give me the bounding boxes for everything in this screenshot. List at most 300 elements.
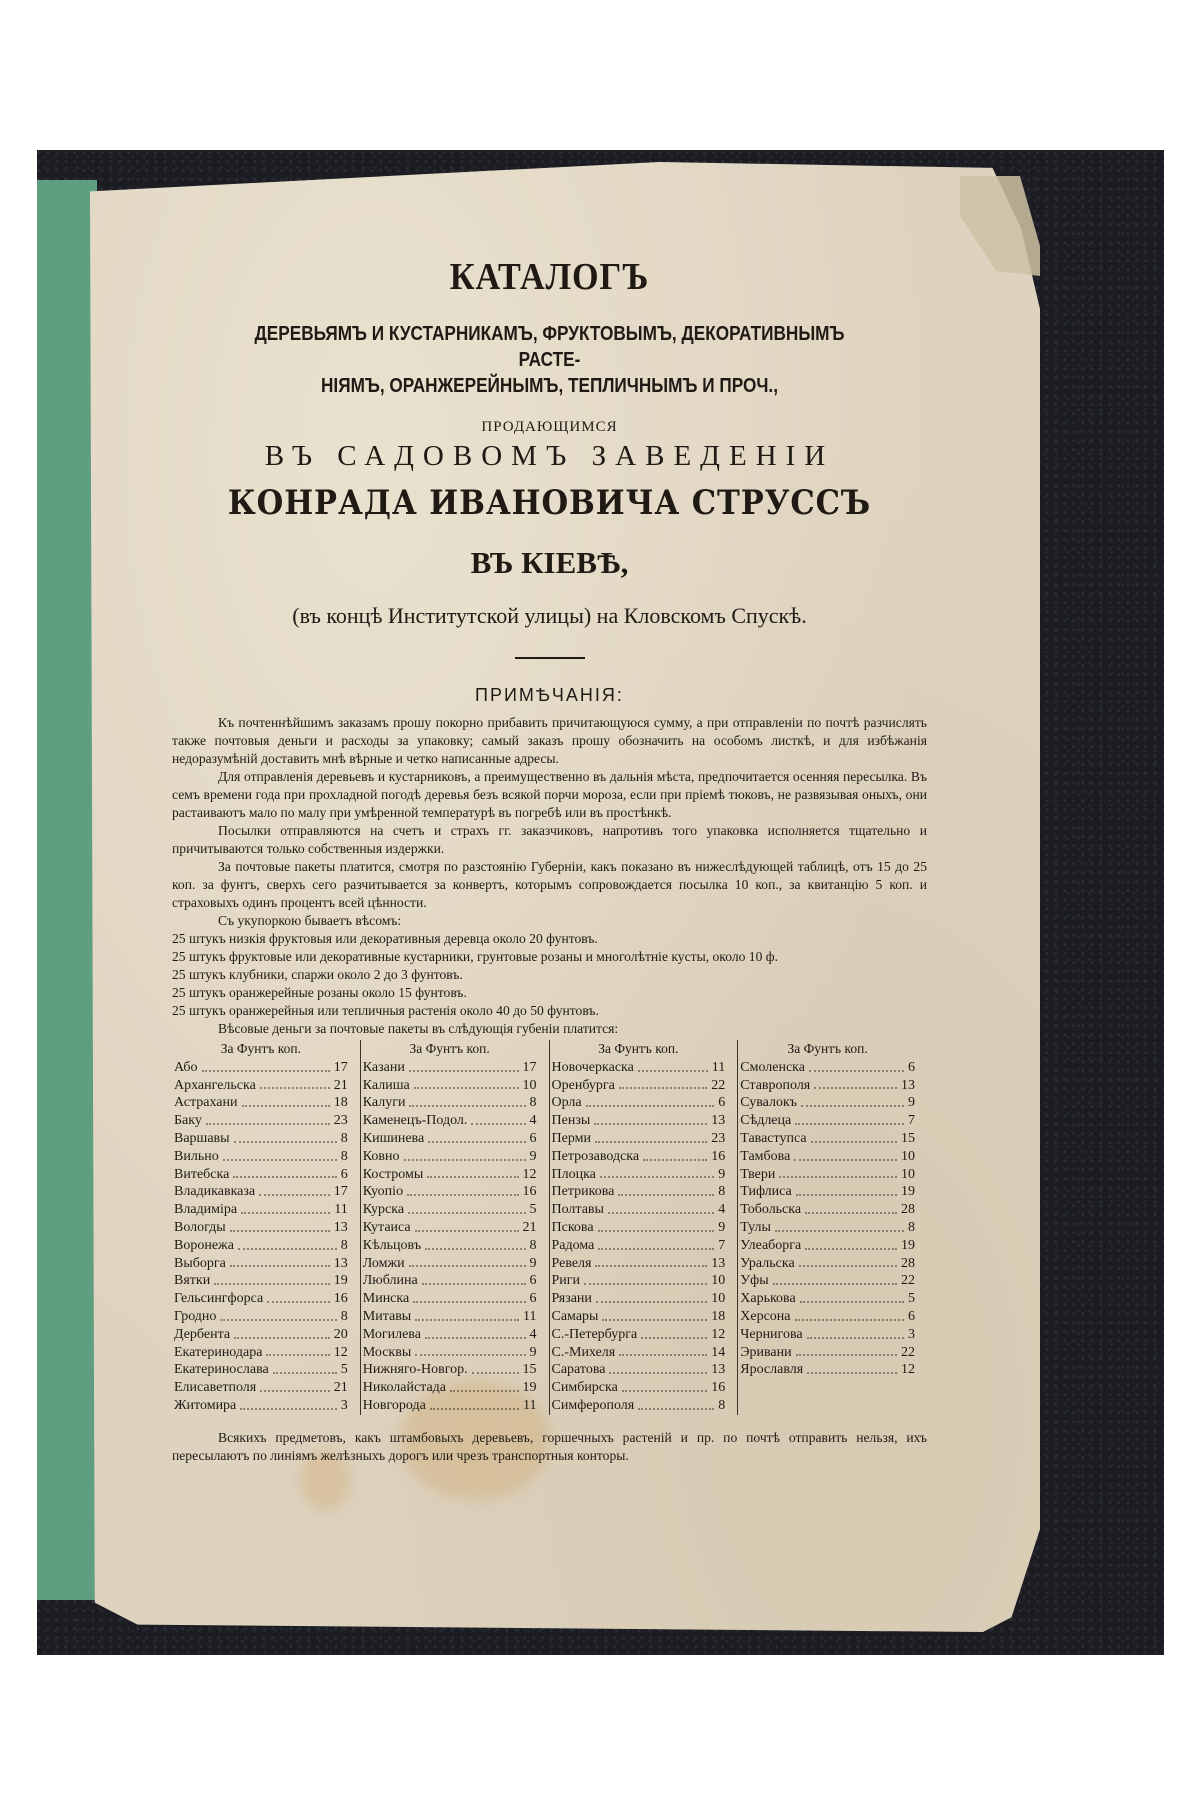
price-kopecks: 13 — [333, 1219, 348, 1235]
leader-dots — [428, 1130, 525, 1143]
leader-dots — [430, 1397, 519, 1410]
leader-dots — [796, 1183, 897, 1196]
table-row — [552, 1094, 726, 1112]
leader-dots — [779, 1166, 897, 1179]
table-row — [552, 1166, 726, 1184]
price-kopecks: 13 — [711, 1255, 726, 1271]
leader-dots — [471, 1112, 525, 1125]
leader-dots — [240, 1397, 336, 1410]
price-kopecks: 5 — [529, 1202, 537, 1218]
leader-dots — [472, 1361, 519, 1374]
postage-table — [172, 1040, 927, 1415]
province-name: Минска — [362, 1291, 410, 1307]
leader-dots — [799, 1255, 897, 1268]
table-row — [174, 1290, 348, 1308]
table-row — [552, 1290, 726, 1308]
table-row — [552, 1237, 726, 1255]
price-kopecks: 19 — [901, 1184, 915, 1200]
leader-dots — [214, 1272, 330, 1285]
province-name: Вятки — [174, 1273, 211, 1289]
price-kopecks: 9 — [529, 1344, 537, 1360]
price-kopecks: 10 — [901, 1166, 915, 1182]
price-kopecks: 8 — [340, 1308, 348, 1324]
table-row — [174, 1272, 348, 1290]
price-kopecks: 7 — [718, 1237, 726, 1253]
price-kopecks: 10 — [711, 1291, 726, 1307]
price-kopecks: 5 — [340, 1362, 348, 1378]
price-kopecks: 18 — [333, 1095, 348, 1111]
leader-dots — [814, 1077, 897, 1090]
column-header: За Фунтъ коп. — [409, 1041, 490, 1056]
leader-dots — [409, 1255, 526, 1268]
leader-dots — [413, 1290, 525, 1303]
province-name: Радома — [551, 1237, 595, 1253]
leader-dots — [608, 1201, 714, 1214]
page-content — [172, 255, 927, 1465]
weight-item: 25 штукъ фруктовые или декоративные кустарники, грунтовые розаны и многолѣтніе кусты, около 10 ф. — [172, 949, 779, 964]
price-kopecks: 6 — [908, 1308, 915, 1324]
price-kopecks: 12 — [901, 1362, 915, 1378]
province-name: Полтавы — [551, 1202, 604, 1218]
table-row — [740, 1183, 915, 1201]
table-row — [740, 1361, 915, 1379]
table-row — [363, 1361, 537, 1379]
province-name: Владиміра — [174, 1202, 238, 1218]
notes-heading: ПРИМѢЧАНІЯ: — [475, 685, 624, 705]
table-row — [174, 1094, 348, 1112]
province-name: Саратова — [551, 1362, 606, 1378]
price-kopecks: 8 — [340, 1237, 348, 1253]
table-row — [740, 1130, 915, 1148]
province-name: Петрикова — [551, 1184, 615, 1200]
table-row — [552, 1201, 726, 1219]
leader-dots — [415, 1219, 519, 1232]
weight-item: 25 штукъ низкія фруктовыя или декоративныя деревца около 20 фунтовъ. — [172, 931, 598, 946]
notes-body — [172, 714, 927, 930]
leader-dots — [422, 1272, 526, 1285]
province-name: Ставрополя — [740, 1077, 811, 1093]
table-row — [174, 1237, 348, 1255]
province-name: Петрозаводска — [551, 1148, 640, 1164]
table-row — [174, 1130, 348, 1148]
price-kopecks: 9 — [529, 1255, 537, 1271]
province-name: Ковно — [362, 1148, 400, 1164]
table-row — [174, 1326, 348, 1344]
table-row — [552, 1077, 726, 1095]
leader-dots — [409, 1059, 519, 1072]
paragraph: Посылки отправляются на счетъ и страхъ гг. заказчиковъ, напротивъ того упаковка исполняется тщательно и причитываются только собственныя издержки. — [172, 823, 927, 856]
province-name: Ярославля — [740, 1362, 804, 1378]
price-kopecks: 22 — [901, 1344, 915, 1360]
price-kopecks: 13 — [711, 1362, 726, 1378]
price-kopecks: 10 — [522, 1077, 537, 1093]
table-row — [740, 1308, 915, 1326]
price-kopecks: 13 — [901, 1077, 915, 1093]
price-kopecks: 15 — [901, 1130, 915, 1146]
price-kopecks: 8 — [908, 1219, 915, 1235]
province-name: Або — [174, 1059, 198, 1075]
table-row — [174, 1201, 348, 1219]
leader-dots — [273, 1361, 337, 1374]
price-kopecks: 14 — [711, 1344, 726, 1360]
province-name: Калиша — [362, 1077, 410, 1093]
table-row — [363, 1201, 537, 1219]
province-name: Вильно — [174, 1148, 219, 1164]
weight-item: 25 штукъ оранжерейныя или тепличныя растенія около 40 до 50 фунтовъ. — [172, 1003, 599, 1018]
weight-list — [172, 930, 927, 1020]
table-row — [740, 1272, 915, 1290]
province-name: Варшавы — [174, 1130, 230, 1146]
garden-establishment: ВЪ САДОВОМЪ ЗАВЕДЕНІИ — [264, 440, 835, 472]
province-name: Москвы — [362, 1344, 412, 1360]
province-name: Новочеркаска — [551, 1059, 634, 1075]
province-name: Пскова — [551, 1219, 594, 1235]
price-kopecks: 11 — [334, 1202, 348, 1218]
leader-dots — [801, 1094, 904, 1107]
leader-dots — [407, 1183, 518, 1196]
table-row — [740, 1237, 915, 1255]
table-column — [172, 1040, 361, 1415]
price-kopecks: 16 — [522, 1184, 537, 1200]
table-row — [740, 1077, 915, 1095]
leader-dots — [242, 1094, 330, 1107]
leader-dots — [638, 1059, 708, 1072]
price-kopecks: 28 — [901, 1202, 915, 1218]
price-kopecks: 6 — [529, 1130, 537, 1146]
table-row — [363, 1148, 537, 1166]
province-name: Кутаиса — [362, 1219, 411, 1235]
subtitle-line: ДЕРЕВЬЯМЪ И КУСТАРНИКАМЪ, ФРУКТОВЫМЪ, ДЕКОРАТИВНЫМЪ РАСТЕ- — [254, 323, 845, 371]
province-name: Гельсингфорса — [174, 1291, 264, 1307]
table-row — [740, 1094, 915, 1112]
table-column — [738, 1040, 927, 1415]
price-kopecks: 8 — [529, 1237, 537, 1253]
leader-dots — [805, 1237, 897, 1250]
leader-dots — [266, 1344, 329, 1357]
price-kopecks: 23 — [711, 1130, 726, 1146]
price-kopecks: 16 — [711, 1148, 726, 1164]
price-kopecks: 18 — [711, 1308, 726, 1324]
leader-dots — [202, 1059, 330, 1072]
table-row — [740, 1059, 915, 1077]
province-name: Рязани — [551, 1291, 592, 1307]
leader-dots — [415, 1308, 519, 1321]
price-kopecks: 9 — [529, 1148, 537, 1164]
leader-dots — [811, 1130, 897, 1143]
province-name: Сувалокъ — [740, 1095, 798, 1111]
leader-dots — [206, 1112, 330, 1125]
province-name: Перми — [551, 1130, 591, 1146]
leader-dots — [594, 1112, 707, 1125]
paragraph: Къ почтеннѣйшимъ заказамъ прошу покорно прибавить причитающуюся сумму, а при отправленіи по почтѣ разчислять также почтовыя деньги и расходы за упаковку; самый заказъ прошу обозначить на особомъ листкѣ, и для избѣжанія недоразумѣній доставить мнѣ вѣрные и четко написанные адресы. — [172, 715, 927, 766]
price-kopecks: 7 — [908, 1113, 915, 1129]
table-row — [740, 1201, 915, 1219]
province-name: Оренбурга — [551, 1077, 615, 1093]
footer-text: Всякихъ предметовъ, какъ штамбовыхъ деревьевъ, горшечныхъ растеній и пр. по почтѣ отправить нельзя, ихъ пересылаютъ по линіямъ желѣзныхъ дорогъ или чрезъ транспортныя конторы. — [172, 1429, 927, 1463]
price-kopecks: 6 — [529, 1273, 537, 1289]
province-name: Екатеринодара — [174, 1344, 263, 1360]
leader-dots — [596, 1290, 707, 1303]
leader-dots — [450, 1379, 518, 1392]
table-row — [740, 1112, 915, 1130]
leader-dots — [425, 1237, 525, 1250]
province-name: Харькова — [740, 1291, 796, 1307]
table-row — [552, 1148, 726, 1166]
leader-dots — [602, 1308, 707, 1321]
price-kopecks: 6 — [340, 1166, 348, 1182]
table-row — [740, 1219, 915, 1237]
price-kopecks: 21 — [522, 1219, 537, 1235]
price-kopecks: 4 — [718, 1202, 726, 1218]
weight-item: 25 штукъ оранжерейные розаны около 15 фунтовъ. — [172, 985, 467, 1000]
price-kopecks: 22 — [901, 1273, 915, 1289]
province-name: Кѣльцовъ — [362, 1237, 422, 1253]
table-row — [174, 1219, 348, 1237]
price-kopecks: 3 — [340, 1397, 348, 1413]
leader-dots — [805, 1201, 897, 1214]
province-name: Митавы — [362, 1308, 412, 1324]
province-name: Уфы — [740, 1273, 769, 1289]
leader-dots — [586, 1094, 715, 1107]
price-kopecks: 16 — [711, 1380, 726, 1396]
table-row — [552, 1308, 726, 1326]
leader-dots — [618, 1183, 714, 1196]
table-row — [552, 1272, 726, 1290]
table-row — [363, 1344, 537, 1362]
table-row — [552, 1130, 726, 1148]
province-name: Пензы — [551, 1113, 591, 1129]
city: ВЪ КІЕВѢ, — [470, 545, 629, 580]
subtitle-line: НІЯМЪ, ОРАНЖЕРЕЙНЫМЪ, ТЕПЛИЧНЫМЪ И ПРОЧ., — [321, 375, 778, 397]
province-name: Тобольска — [740, 1202, 802, 1218]
leader-dots — [638, 1397, 714, 1410]
leader-dots — [800, 1290, 904, 1303]
province-name: Тифлиса — [740, 1184, 792, 1200]
province-name: Сѣдлеца — [740, 1113, 792, 1129]
province-name: Могилева — [362, 1326, 421, 1342]
table-row — [740, 1166, 915, 1184]
province-name: Ломжи — [362, 1255, 405, 1271]
leader-dots — [220, 1308, 336, 1321]
province-name: Эривани — [740, 1344, 792, 1360]
price-kopecks: 28 — [901, 1255, 915, 1271]
leader-dots — [600, 1166, 714, 1179]
leader-dots — [408, 1201, 525, 1214]
price-kopecks: 5 — [908, 1291, 915, 1307]
price-kopecks: 13 — [711, 1113, 726, 1129]
province-name: Владикавказа — [174, 1184, 256, 1200]
province-name: Новгорода — [362, 1397, 426, 1413]
price-kopecks: 19 — [522, 1380, 537, 1396]
leader-dots — [425, 1326, 526, 1339]
province-name: Куопіо — [362, 1184, 404, 1200]
province-name: Люблина — [362, 1273, 418, 1289]
price-kopecks: 19 — [333, 1273, 348, 1289]
leader-dots — [234, 1326, 330, 1339]
price-kopecks: 9 — [908, 1095, 915, 1111]
table-intro: Вѣсовые деньги за почтовые пакеты въ слѣдующія губеніи платится: — [218, 1021, 619, 1036]
price-kopecks: 12 — [522, 1166, 537, 1182]
leader-dots — [427, 1166, 518, 1179]
leader-dots — [641, 1326, 707, 1339]
province-name: Тулы — [740, 1219, 771, 1235]
address: (въ концѣ Институтской улицы) на Кловскомъ Спускѣ. — [292, 603, 807, 628]
province-name: Плоцка — [551, 1166, 596, 1182]
province-name: Астрахани — [174, 1095, 238, 1111]
province-name: Таваступса — [740, 1130, 807, 1146]
province-name: Витебска — [174, 1166, 230, 1182]
price-kopecks: 9 — [718, 1219, 726, 1235]
price-kopecks: 11 — [523, 1397, 537, 1413]
price-kopecks: 19 — [901, 1237, 915, 1253]
leader-dots — [404, 1148, 526, 1161]
table-row — [363, 1326, 537, 1344]
province-name: Вологды — [174, 1219, 226, 1235]
table-row — [740, 1148, 915, 1166]
table-row — [552, 1183, 726, 1201]
table-row — [552, 1397, 726, 1415]
price-kopecks: 8 — [340, 1130, 348, 1146]
leader-dots — [234, 1130, 337, 1143]
province-name: Костромы — [362, 1166, 424, 1182]
table-column — [550, 1040, 739, 1415]
province-name: Ревеля — [551, 1255, 592, 1271]
table-row — [552, 1326, 726, 1344]
paragraph: За почтовые пакеты платится, смотря по разстоянію Губерніи, какъ показано въ нижеслѣдующей таблицѣ, отъ 15 до 25 коп. за фунтъ, сверхъ сего разчитывается за конвертъ, которымъ сопровождается посылка 10 коп., за квитанцію 5 коп. и страховыхъ одинъ процентъ всей цѣнности. — [172, 859, 927, 910]
leader-dots — [643, 1148, 707, 1161]
table-row — [552, 1361, 726, 1379]
table-row — [363, 1166, 537, 1184]
catalog-title: КАТАЛОГЪ — [449, 256, 650, 298]
province-name: Симбирска — [551, 1380, 618, 1396]
table-row — [174, 1308, 348, 1326]
leader-dots — [619, 1344, 707, 1357]
column-header: За Фунтъ коп. — [598, 1041, 679, 1056]
table-row — [552, 1219, 726, 1237]
owner-name: КОНРАДА ИВАНОВИЧА СТРУССЪ — [227, 483, 872, 523]
table-row — [174, 1166, 348, 1184]
price-kopecks: 3 — [908, 1326, 915, 1342]
table-row — [363, 1290, 537, 1308]
province-name: Воронежа — [174, 1237, 234, 1253]
table-row — [363, 1308, 537, 1326]
province-name: Смоленска — [740, 1059, 805, 1075]
leader-dots — [773, 1272, 897, 1285]
table-row — [552, 1059, 726, 1077]
price-kopecks: 10 — [711, 1273, 726, 1289]
table-row — [363, 1112, 537, 1130]
price-kopecks: 11 — [711, 1059, 726, 1075]
province-name: Риги — [551, 1273, 581, 1289]
province-name: Дербента — [174, 1326, 231, 1342]
table-row — [552, 1344, 726, 1362]
province-name: Чернигова — [740, 1326, 803, 1342]
leader-dots — [609, 1361, 707, 1374]
table-row — [740, 1255, 915, 1273]
leader-dots — [794, 1148, 897, 1161]
province-name: Нижняго-Новгор. — [362, 1362, 468, 1378]
table-row — [174, 1397, 348, 1415]
province-name: Выборга — [174, 1255, 226, 1271]
province-name: Баку — [174, 1113, 202, 1129]
province-name: С.-Михеля — [551, 1344, 616, 1360]
price-kopecks: 13 — [333, 1255, 348, 1271]
paragraph: Съ укупоркою бываетъ вѣсомъ: — [218, 913, 402, 928]
weight-item: 25 штукъ клубники, спаржи около 2 до 3 фунтовъ. — [172, 967, 463, 982]
price-kopecks: 6 — [908, 1059, 915, 1075]
price-kopecks: 8 — [718, 1397, 726, 1413]
table-row — [552, 1379, 726, 1397]
leader-dots — [414, 1077, 519, 1090]
leader-dots — [409, 1094, 525, 1107]
table-column — [361, 1040, 550, 1415]
price-kopecks: 11 — [523, 1308, 537, 1324]
leader-dots — [415, 1344, 525, 1357]
province-name: Кишинева — [362, 1130, 425, 1146]
paragraph: Для отправленія деревьевъ и кустарниковъ, а преимущественно въ дальнія мѣста, предпочитается осенняя пересылка. Въ семъ времени года при прохладной погодѣ деревья безъ всякой порчи мороза, если при пріемѣ тюковъ, не развязывая оныхъ, они растаиваютъ мало по малу при умѣренной температурѣ въ погребѣ или въ простѣнкѣ. — [172, 769, 927, 820]
table-row — [740, 1326, 915, 1344]
table-row — [363, 1130, 537, 1148]
leader-dots — [598, 1219, 715, 1232]
province-name: Калуги — [362, 1095, 406, 1111]
table-row — [363, 1219, 537, 1237]
leader-dots — [595, 1255, 707, 1268]
selling-label: ПРОДАЮЩИМСЯ — [481, 419, 618, 435]
province-name: Херсона — [740, 1308, 791, 1324]
table-row — [552, 1112, 726, 1130]
leader-dots — [233, 1166, 336, 1179]
table-row — [174, 1361, 348, 1379]
province-name: Архангельска — [174, 1077, 256, 1093]
table-row — [174, 1059, 348, 1077]
province-name: Казани — [362, 1059, 405, 1075]
province-name: Курска — [362, 1202, 405, 1218]
price-kopecks: 15 — [522, 1362, 537, 1378]
province-name: Твери — [740, 1166, 776, 1182]
province-name: Гродно — [174, 1308, 217, 1324]
leader-dots — [230, 1219, 330, 1232]
province-name: Каменецъ-Подол. — [362, 1113, 468, 1129]
leader-dots — [619, 1077, 707, 1090]
price-kopecks: 6 — [718, 1095, 726, 1111]
province-name: Орла — [551, 1095, 582, 1111]
table-row — [363, 1379, 537, 1397]
table-row — [740, 1344, 915, 1362]
price-kopecks: 4 — [529, 1326, 537, 1342]
price-kopecks: 9 — [718, 1166, 726, 1182]
leader-dots — [584, 1272, 707, 1285]
table-row — [363, 1237, 537, 1255]
leader-dots — [260, 1077, 330, 1090]
leader-dots — [259, 1183, 330, 1196]
leader-dots — [598, 1237, 714, 1250]
province-name: Екатеринослава — [174, 1362, 269, 1378]
table-row — [174, 1183, 348, 1201]
table-row — [174, 1148, 348, 1166]
price-kopecks: 16 — [333, 1291, 348, 1307]
province-name: Уральска — [740, 1255, 795, 1271]
table-row — [174, 1255, 348, 1273]
table-row — [174, 1344, 348, 1362]
province-name: С.-Петербурга — [551, 1326, 638, 1342]
province-name: Николайстада — [362, 1380, 447, 1396]
table-row — [740, 1290, 915, 1308]
leader-dots — [775, 1219, 904, 1232]
price-kopecks: 8 — [340, 1148, 348, 1164]
price-kopecks: 21 — [333, 1380, 348, 1396]
price-kopecks: 21 — [333, 1077, 348, 1093]
leader-dots — [241, 1201, 330, 1214]
